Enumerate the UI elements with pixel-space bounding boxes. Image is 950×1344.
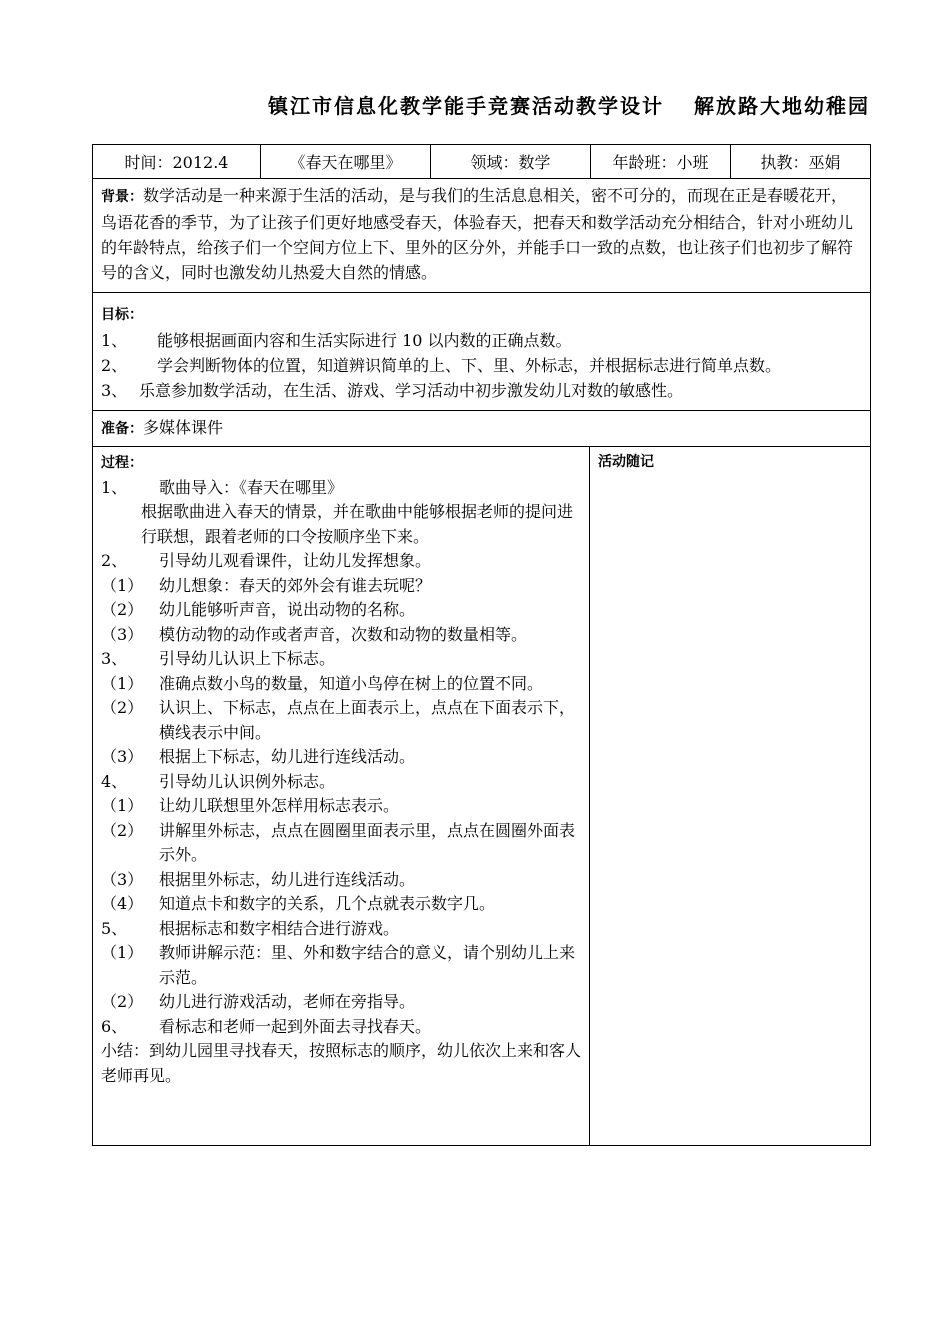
substep-item: （2） 幼儿进行游戏活动，老师在旁指导。 <box>101 992 416 1011</box>
step-item: 1、 歌曲导入：《春天在哪里》 <box>101 477 344 497</box>
step-item: 6、 看标志和老师一起到外面去寻找春天。 <box>101 1016 432 1036</box>
step-item: 2、 引导幼儿观看课件，让幼儿发挥想象。 <box>101 551 432 570</box>
goal-item: 3、 乐意参加数学活动，在生活、游戏、学习活动中初步激发幼儿对数的敏感性。 <box>101 381 684 400</box>
prep-section <box>93 411 870 447</box>
info-time: 时间：2012.4 <box>93 145 261 178</box>
process-label: 过程： <box>101 455 143 471</box>
info-teacher: 执教：巫娟 <box>760 153 841 172</box>
process-steps <box>93 447 590 1145</box>
substep-item: （3） 根据里外标志，幼儿进行连线活动。 <box>101 869 416 889</box>
background-section <box>93 179 870 293</box>
info-row <box>93 145 870 179</box>
page-title <box>92 90 870 119</box>
prep-label: 准备： <box>101 421 143 437</box>
step-item: 5、 根据标志和数字相结合进行游戏。 <box>101 918 400 938</box>
background-text: 数学活动是一种来源于生活的活动，是与我们的生活息息相关，密不可分的，而现在正是春暖花开，鸟语花香的季节，为了让孩子们更好地感受春天，体验春天，把春天和数学活动充分相结合，针对小班幼儿的年龄特点，给孩子们一个空间方位上下、里外的区分外，并能手口一致的点数，也让孩子们也初步了解符号的含义，同时也激发幼儿热爱大自然的情感。 <box>101 186 854 282</box>
substep-item: （1） 教师讲解示范：里、外和数字结合的意义，请个别幼儿上来示范。 <box>101 943 576 987</box>
substep-item: （2） 认识上、下标志，点点在上面表示上，点点在下面表示下，横线表示中间。 <box>101 698 576 742</box>
lesson-plan-table <box>92 144 871 1146</box>
substep-item: （3） 模仿动物的动作或者声音，次数和动物的数量相等。 <box>101 624 528 644</box>
step-item: 3、 引导幼儿认识上下标志。 <box>101 649 336 668</box>
info-age: 年龄班：小班 <box>591 145 731 178</box>
summary-text: 小结：到幼儿园里寻找春天，按照标志的顺序，幼儿依次上来和客人老师再见。 <box>101 1041 582 1085</box>
activity-notes <box>590 447 870 1145</box>
background-label: 背景： <box>101 189 143 205</box>
goals-label: 目标： <box>101 307 143 323</box>
substep-item: （1） 准确点数小鸟的数量，知道小鸟停在树上的位置不同。 <box>101 673 544 693</box>
goal-item: 1、 能够根据画面内容和生活实际进行 10 以内数的正确点数。 <box>101 331 572 350</box>
substep-item: （4） 知道点卡和数字的关系，几个点就表示数字几。 <box>101 894 496 913</box>
substep-item: （1） 让幼儿联想里外怎样用标志表示。 <box>101 796 400 815</box>
goals-section <box>93 293 870 411</box>
notes-label: 活动随记 <box>598 454 654 470</box>
step-description: 根据歌曲进入春天的情景，并在歌曲中能够根据老师的提问进行联想，跟着老师的口令按顺序坐下来。 <box>141 502 574 546</box>
prep-text: 多媒体课件 <box>143 418 224 437</box>
substep-item: （3） 根据上下标志，幼儿进行连线活动。 <box>101 747 416 766</box>
info-field: 领域：数学 <box>431 145 591 178</box>
title-right: 解放路大地幼稚园 <box>694 94 870 118</box>
goal-item: 2、 学会判断物体的位置，知道辨识简单的上、下、里、外标志，并根据标志进行简单点数。 <box>101 356 782 375</box>
title-left: 镇江市信息化教学能手竞赛活动教学设计 <box>268 94 664 118</box>
step-item: 4、 引导幼儿认识例外标志。 <box>101 771 336 791</box>
info-course: 《春天在哪里》 <box>261 145 431 178</box>
process-section <box>93 447 870 1145</box>
substep-item: （2） 幼儿能够听声音，说出动物的名称。 <box>101 600 416 619</box>
substep-item: （2） 讲解里外标志，点点在圆圈里面表示里，点点在圆圈外面表示外。 <box>101 820 576 864</box>
substep-item: （1） 幼儿想象：春天的郊外会有谁去玩呢？ <box>101 575 432 595</box>
